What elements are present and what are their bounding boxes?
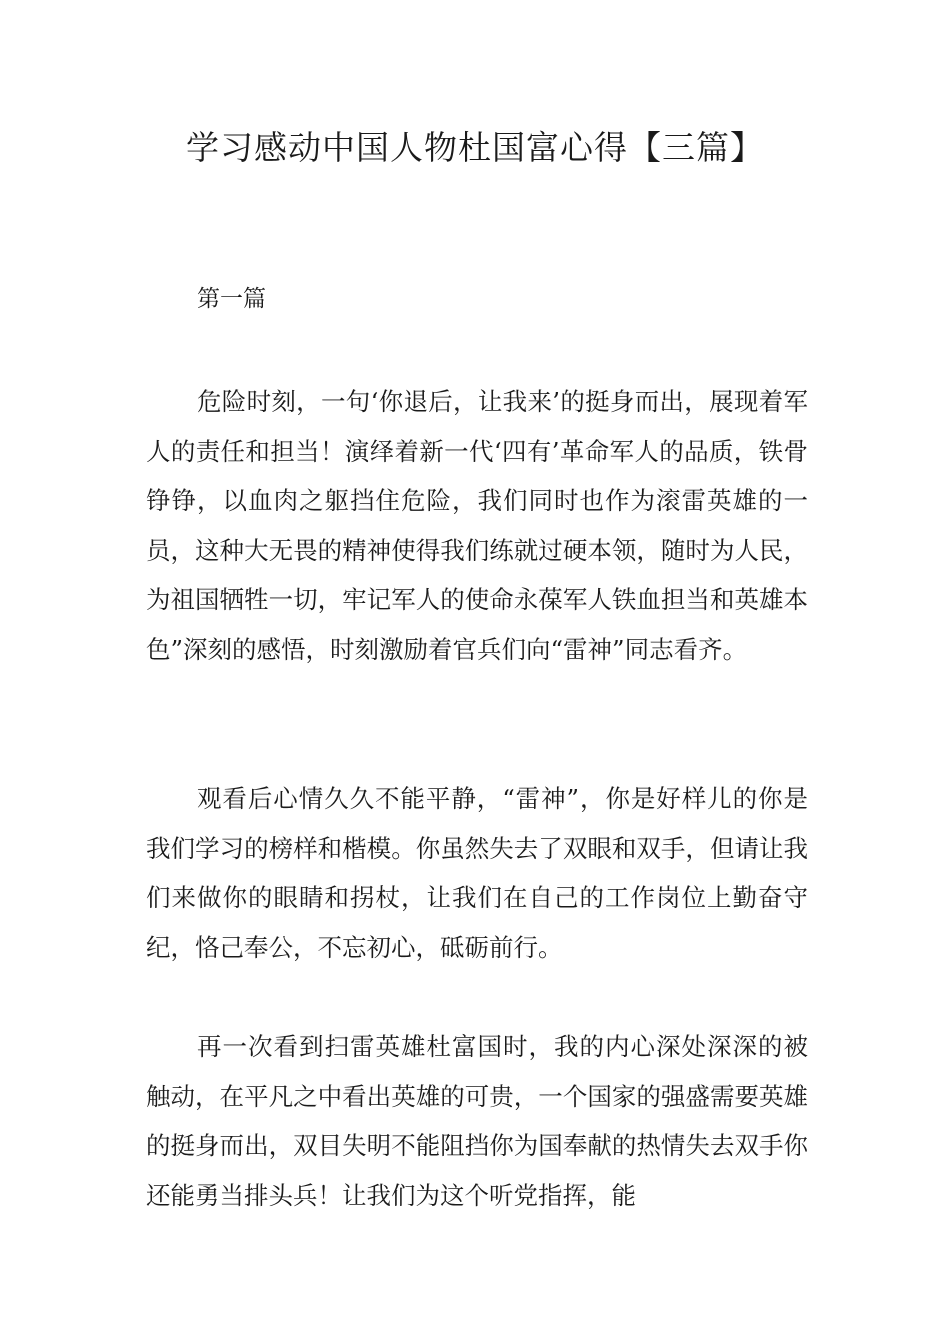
section-heading: 第一篇 (197, 286, 266, 312)
paragraph-1: 危险时刻，一句‘你退后，让我来’的挺身而出，展现着军人的责任和担当！演绎着新一代‘四有’革命军人的品质，铁骨铮铮，以血肉之躯挡住危险，我们同时也作为滚雷英雄的一员，这种大无畏的精神使得我们练就过硬本领，随时为人民，为祖国牺牲一切，牢记军人的使命永葆军人铁血担当和英雄本色”深刻的感悟，时刻激励着官兵们向“雷神”同志看齐。 (146, 387, 808, 664)
paragraph-3: 再一次看到扫雷英雄杜富国时，我的内心深处深深的被触动，在平凡之中看出英雄的可贵，一个国家的强盛需要英雄的挺身而出，双目失明不能阻挡你为国奉献的热情失去双手你还能勇当排头兵！让我们为这个听党指挥，能 (146, 1032, 808, 1210)
paragraph-2: 观看后心情久久不能平静，“雷神”，你是好样儿的你是我们学习的榜样和楷模。你虽然失去了双眼和双手，但请让我们来做你的眼睛和拐杖，让我们在自己的工作岗位上勤奋守纪，恪己奉公，不忘初心，砥砺前行。 (146, 784, 808, 962)
document-title: 学习感动中国人物杜国富心得【三篇】 (186, 128, 764, 167)
